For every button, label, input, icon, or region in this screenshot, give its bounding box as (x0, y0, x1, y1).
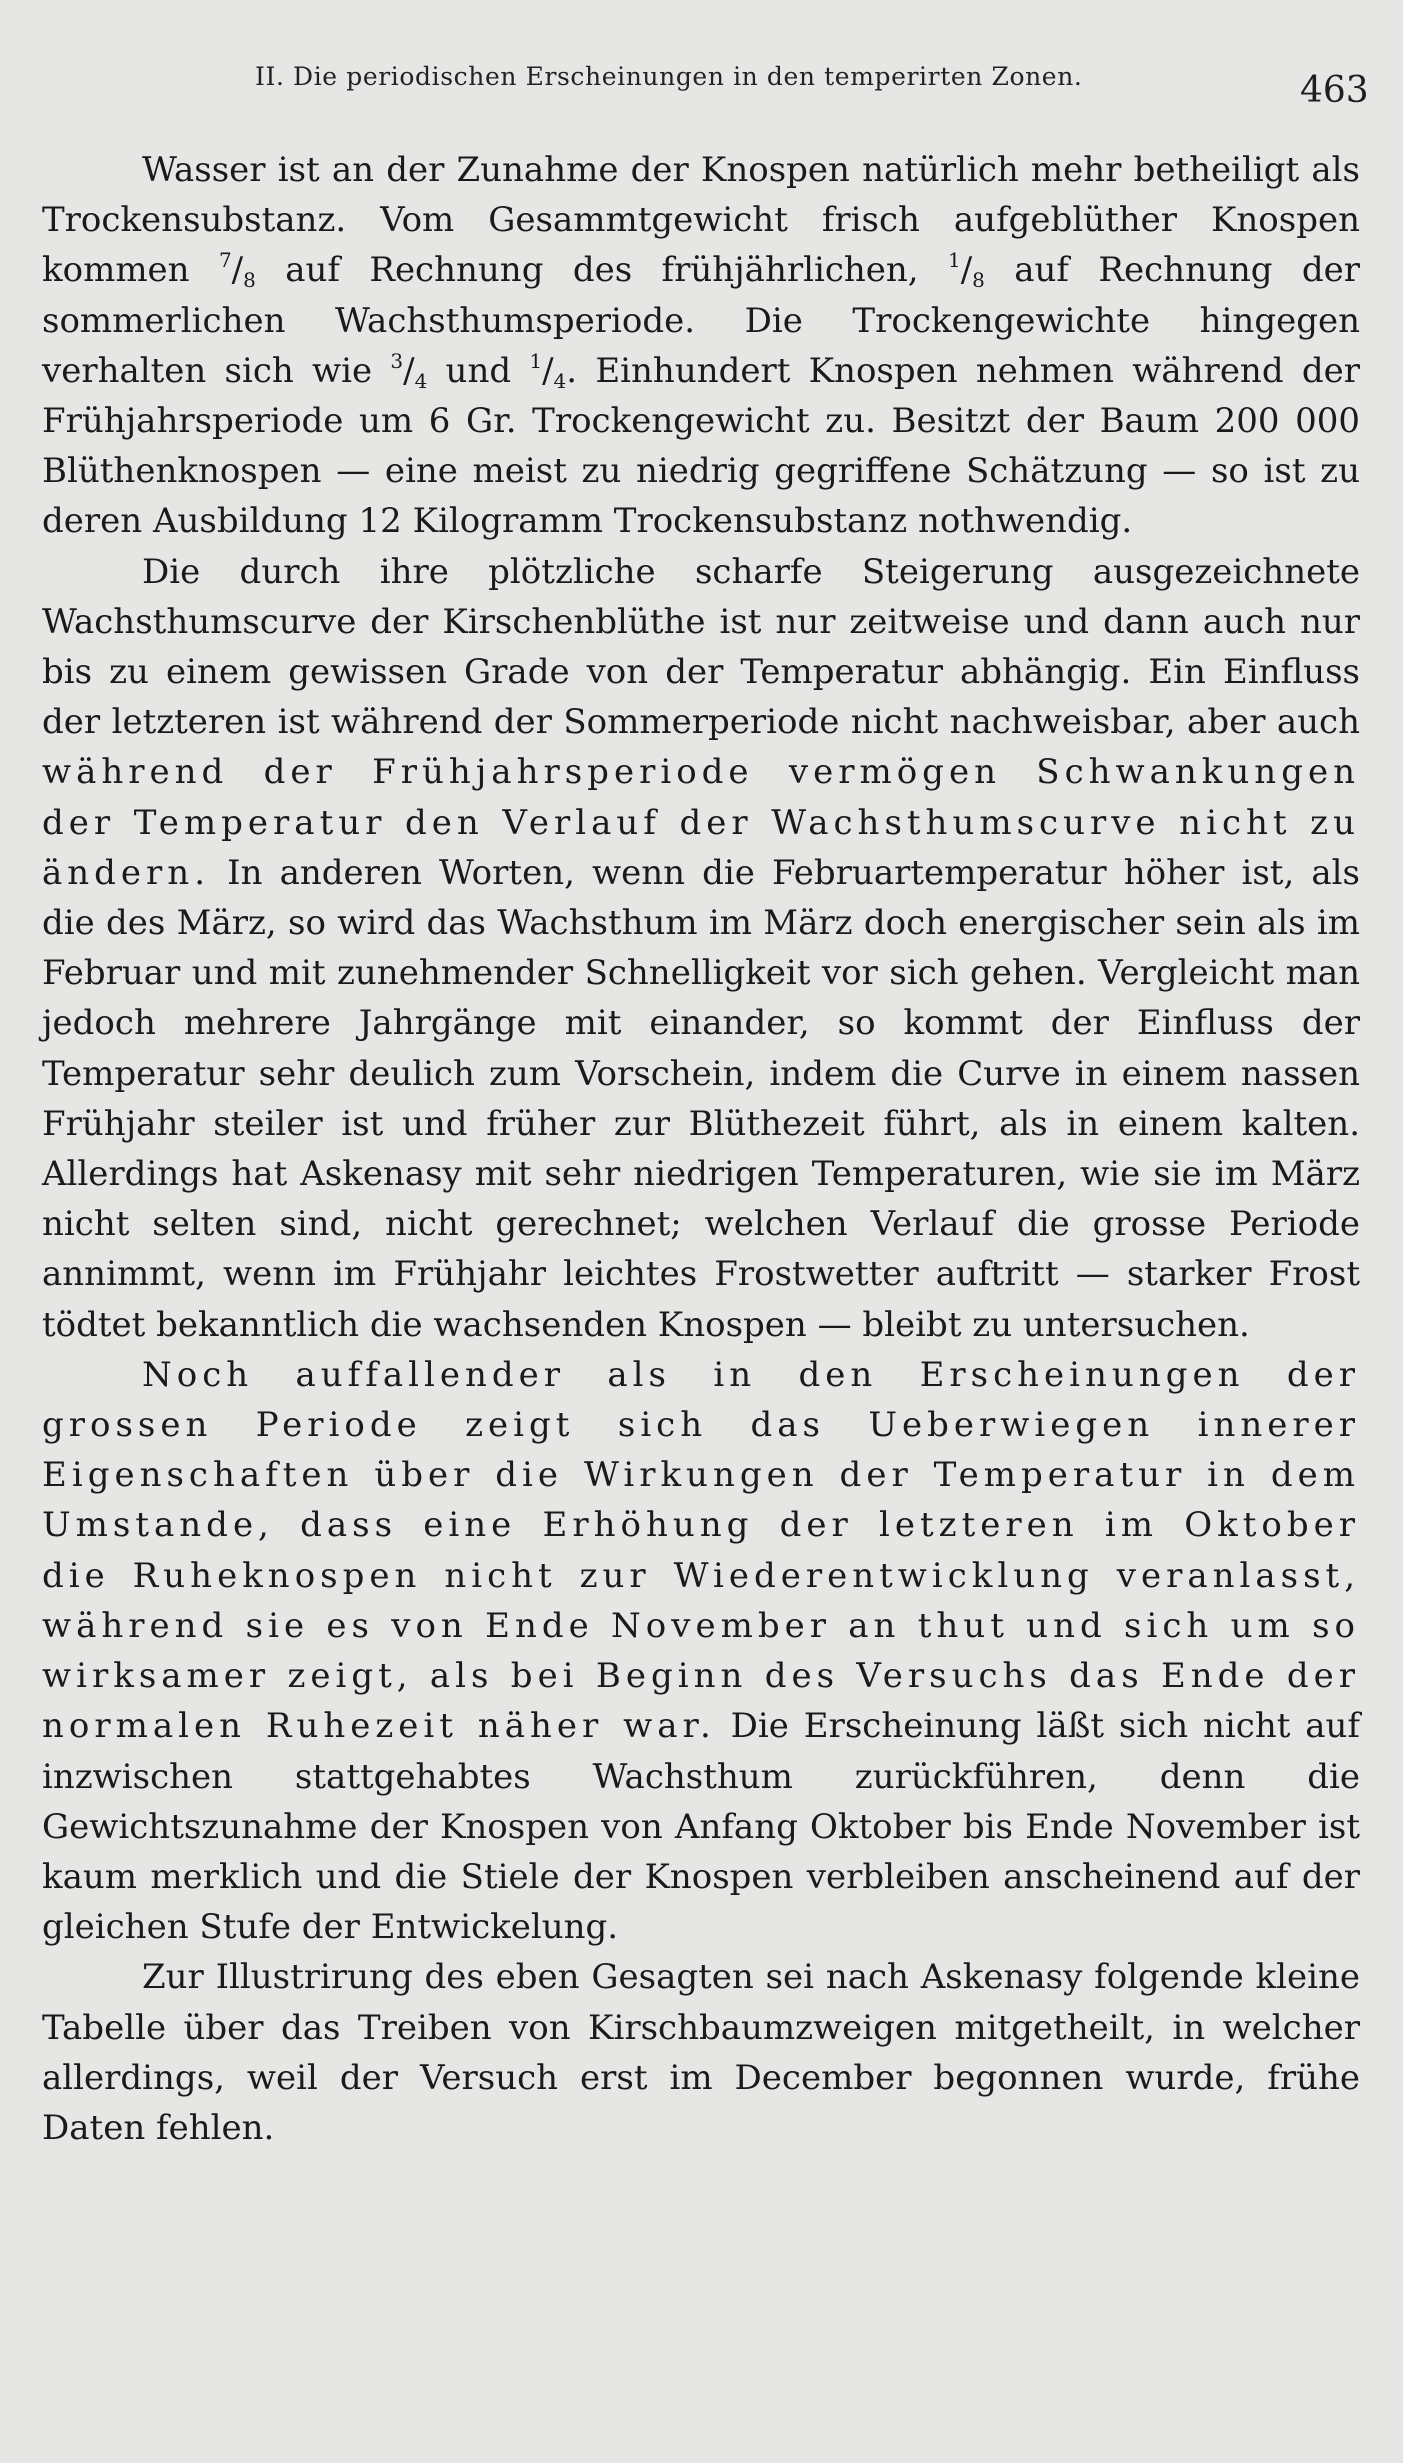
paragraph-3 (42, 1350, 1360, 1952)
page-number: 463 (1300, 70, 1369, 111)
paragraph-2-emphasis: während der Frühjahrsperiode vermögen Schwankungen der Temperatur den Verlauf der Wachsthumscurve nicht zu ändern. (42, 752, 1360, 893)
fraction-numerator: 7 (218, 248, 232, 273)
paragraph-2-text-b: In anderen Worten, wenn die Februartemperatur höher ist, als die des März, so wird das Wachsthum im März doch energischer sein als im Februar und mit zunehmender Schnelligkeit vor sich gehen. Vergleicht man jedoch mehrere Jahrgänge mit einander, so kommt der Einfluss der Temperatur sehr deulich zum Vorschein, indem die Curve in einem nassen Frühjahr steiler ist und früher zur Blüthezeit führt, als in einem kalten. Allerdings hat Askenasy mit sehr niedrigen Temperaturen, wie sie im März nicht selten sind, nicht gerechnet; welchen Verlauf die grosse Periode annimmt, wenn im Frühjahr leichtes Frostwetter auftritt — starker Frost tödtet bekanntlich die wachsenden Knospen — bleibt zu untersuchen. (42, 852, 1360, 1345)
paragraph-1-text-c: auf Rechnung der sommerlichen Wachsthumsperiode. Die Trockengewichte hingegen verhalten sich wie (42, 250, 1360, 391)
paragraph-3-emphasis: Noch auffallender als in den Erscheinungen der grossen Periode zeigt sich das Ueberwiegen innerer Eigenschaften über die Wirkungen der Temperatur in dem Umstande, dass eine Erhöhung der letzteren im Oktober die Ruheknospen nicht zur Wiederentwicklung veranlasst, während sie es von Ende November an thut und sich um so wirksamer zeigt, als bei Beginn des Versuchs das Ende der normalen Ruhezeit näher war. (42, 1354, 1360, 1747)
paragraph-1-text-d: und (427, 350, 530, 391)
fraction-three-quarters: $^3/_4$ (390, 348, 428, 393)
fraction-numerator: 1 (529, 348, 543, 373)
body-text (42, 145, 1360, 2153)
fraction-seven-eighths: $^7/_8$ (218, 248, 256, 293)
paragraph-1-text-e: . Einhundert Knospen nehmen während der Frühjahrsperiode um 6 Gr. Trockengewicht zu. Besitzt der Baum 200 000 Blüthenknospen — eine meist zu niedrig gegriffene Schätzung — so ist zu deren Ausbildung 12 Kilogramm Trockensubstanz nothwendig. (42, 350, 1360, 542)
running-head: II. Die periodischen Erscheinungen in den temperirten Zonen. (255, 62, 1083, 91)
paragraph-2-text-a: Die durch ihre plötzliche scharfe Steigerung ausgezeichnete Wachsthumscurve der Kirschenblüthe ist nur zeitweise und dann auch nur bis zu einem gewissen Grade von der Temperatur abhängig. Ein Einfluss der letzteren ist während der Sommerperiode nicht nachweisbar, aber auch (42, 551, 1360, 743)
fraction-denominator: 4 (414, 368, 428, 393)
paragraph-1-text-a: Wasser ist an der Zunahme der Knospen natürlich mehr betheiligt als Trockensubstanz. Vom Gesammtgewicht frisch aufgeblüther Knospen kommen (42, 150, 1360, 291)
paragraph-3-text-b: Die Erscheinung läßt sich nicht auf inzwischen stattgehabtes Wachsthum zurückführen, denn die Gewichtszunahme der Knospen von Anfang Oktober bis Ende November ist kaum merklich und die Stiele der Knospen verbleiben anscheinend auf der gleichen Stufe der Entwickelung. (42, 1706, 1361, 1948)
fraction-one-quarter: $^1/_4$ (529, 348, 567, 393)
paragraph-4 (42, 1952, 1360, 2153)
paragraph-1 (42, 145, 1360, 547)
paragraph-4-text-a: Zur Illustrirung des eben Gesagten sei nach Askenasy folgende kleine Tabelle über das Treiben von Kirschbaumzweigen mitgetheilt, in welcher allerdings, weil der Versuch erst im December begonnen wurde, frühe Daten fehlen. (42, 1957, 1360, 2148)
fraction-one-eighth: $^1/_8$ (947, 248, 985, 293)
fraction-denominator: 8 (243, 268, 256, 293)
fraction-denominator: 8 (972, 268, 985, 293)
paragraph-2 (42, 547, 1360, 1350)
paragraph-1-text-b: auf Rechnung des frühjährlichen, (255, 250, 948, 291)
fraction-numerator: 1 (947, 248, 961, 273)
fraction-numerator: 3 (390, 348, 404, 373)
fraction-denominator: 4 (553, 368, 567, 393)
